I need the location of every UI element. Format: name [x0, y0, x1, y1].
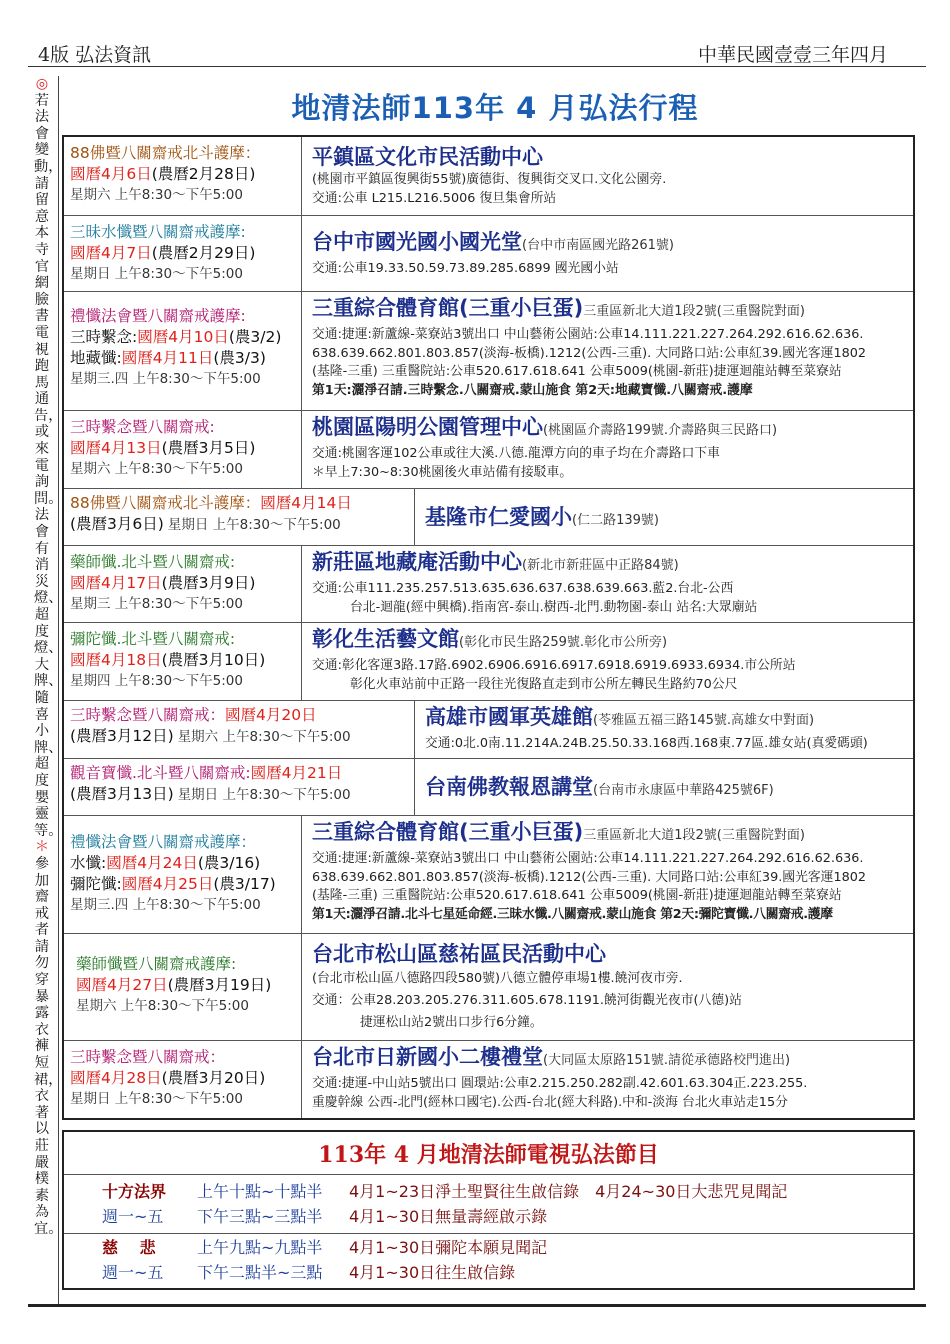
event-lunar-date: (農曆3月20日) [161, 1069, 266, 1087]
tv-program-time: 上午九點~九點半 [197, 1238, 323, 1257]
event-date: 國曆4月25日 [121, 875, 214, 893]
event-lunar-date: (農曆3月5日) [161, 439, 256, 457]
tv-program-content: 4月1~30日往生啟信錄 [349, 1263, 516, 1282]
sidebar-notice [34, 76, 63, 1238]
header-date: 中華民國壹壹三年四月 [697, 44, 888, 66]
venue-info [302, 934, 913, 1040]
venue-name: 平鎮區文化市民活動中心 [312, 145, 543, 169]
venue-name: 台北市松山區慈祐區民活動中心 [312, 942, 606, 966]
venue-detail: 交通:公車19.33.50.59.73.89.285.6899 國光國小站 [312, 261, 619, 276]
event-time: 星期日 上午8:30～下午5:00 [177, 787, 351, 803]
event-info [64, 816, 302, 933]
venue-detail: 彰化火車站前中正路一段往光復路直走到市公所左轉民生路約70公尺 [350, 676, 738, 692]
venue-info [302, 546, 913, 622]
venue-name: 三重綜合體育館(三重小巨蛋) [312, 296, 584, 320]
venue-address: (台中市南區國光路261號) [522, 238, 674, 253]
schedule-row [64, 137, 913, 216]
venue-name: 台南佛教報恩講堂 [425, 775, 593, 799]
event-date: 國曆4月13日 [70, 439, 162, 457]
event-time: 星期日 上午8:30～下午5:00 [167, 517, 341, 533]
event-date: 國曆4月6日 [70, 165, 152, 183]
event-lunar-date: (農3/16) [197, 854, 261, 872]
event-info [64, 1041, 302, 1118]
venue-name: 台北市日新國小二樓禮堂 [312, 1045, 543, 1069]
event-date: 國曆4月28日 [70, 1069, 162, 1087]
tv-program-time: 下午二點半~三點 [197, 1263, 323, 1282]
event-name: 禮懺法會暨八關齋戒護摩： [70, 833, 257, 851]
venue-detail: 第1天:灑淨召請.三時繫念.八關齋戒.蒙山施食 第2天:地藏寶懺.八關齋戒.護摩 [312, 382, 753, 398]
venue-address: (仁二路139號) [572, 513, 659, 528]
venue-name: 高雄市國軍英雄館 [425, 705, 593, 729]
venue-name: 彰化生活藝文館 [312, 627, 459, 651]
event-lunar-date: (農3/17) [213, 875, 276, 893]
tv-program-content: 4月1~23日淨土聖賢往生啟信錄 4月24~30日大悲咒見聞記 [349, 1182, 788, 1201]
venue-info [302, 623, 913, 700]
sidebar-notice-text: 若法會變動，請留意本寺官網臉書電視跑馬通告，或來電詢問。法會有消災燈、超度燈、大牌、隨喜小牌、超度嬰靈等。 [34, 92, 63, 839]
event-time: 星期六 上午8:30～下午5:00 [177, 729, 351, 745]
venue-name: 基隆市仁愛國小 [425, 505, 572, 529]
tv-program-row [102, 1236, 547, 1260]
event-time: 星期六 上午8:30～下午5:00 [76, 998, 249, 1014]
event-lunar-date: (農曆2月29日) [151, 244, 256, 262]
venue-info [302, 816, 913, 933]
schedule-table [62, 135, 915, 1120]
schedule-row [64, 292, 913, 411]
event-date: 國曆4月7日 [70, 244, 152, 262]
venue-info [415, 759, 913, 815]
venue-address: 三重區新北大道1段2號(三重醫院對面) [583, 304, 805, 319]
venue-detail: 交通:彰化客運3路.17路.6902.6906.6916.6917.6918.6919.6933.6934.市公所站 [312, 658, 796, 673]
tv-program-time: 下午三點~三點半 [197, 1207, 323, 1226]
event-time: 星期六 上午8:30～下午5:00 [70, 187, 243, 203]
event-date: 國曆4月17日 [70, 574, 162, 592]
venue-detail: 638.639.662.801.803.857(淡海-板橋).1212(公西-三重). 大同路口站:公車紅39.國光客運1802 [312, 345, 867, 361]
sidebar-divider [58, 76, 59, 1306]
event-sub-label: 地藏懺: [70, 349, 122, 367]
event-name: 88佛暨八關齋戒北斗護摩： [70, 494, 261, 512]
event-info [64, 546, 302, 622]
venue-info [415, 489, 913, 545]
event-lunar-date: (農曆3月6日) [70, 515, 164, 533]
venue-name: 台中市國光國小國光堂 [312, 230, 522, 254]
event-sub-label: 三時繫念: [70, 328, 138, 346]
event-name: 藥師懺暨八關齋戒護摩: [76, 955, 237, 973]
venue-address: (台南市永康區中華路425號6F) [593, 783, 774, 798]
tv-program-row [102, 1261, 515, 1285]
event-info [64, 759, 415, 815]
venue-address: 三重區新北大道1段2號(三重醫院對面) [583, 828, 805, 843]
venue-detail: (基隆-三重) 三重醫院站:公車520.617.618.641 公車5009(桃園-新莊)捷運迴龍站轉至菜寮站 [312, 364, 842, 379]
event-name: 三時繫念暨八關齋戒: [70, 418, 215, 436]
venue-info [302, 411, 913, 488]
page-title: 地清法師113年 4 月弘法行程 [291, 91, 699, 125]
event-lunar-date: (農曆2月28日) [151, 165, 256, 183]
footer-divider [28, 1304, 926, 1307]
event-sub-label: 水懺: [70, 854, 107, 872]
event-date: 國曆4月24日 [106, 854, 198, 872]
venue-detail: 交通:捷運:新蘆線-菜寮站3號出口 中山藝術公園站:公車14.111.221.227.264.292.616.62.636. [312, 851, 864, 866]
tv-divider [64, 1233, 913, 1234]
event-date: 國曆4月18日 [70, 651, 162, 669]
sidebar-mark: ◎ [35, 76, 49, 92]
venue-detail: 交通:公車 L215.L216.5006 復旦集會所站 [312, 190, 557, 206]
event-time: 星期三.四 上午8:30～下午5:00 [70, 371, 261, 387]
venue-info [302, 292, 913, 410]
venue-info [302, 137, 913, 215]
tv-program-content: 4月1~30日無量壽經啟示錄 [349, 1207, 548, 1226]
tv-program-title: 113年 4 月地清法師電視弘法節目 [318, 1142, 659, 1168]
venue-detail: ＊早上7:30~8:30桃園後火車站備有接駁車。 [312, 464, 573, 480]
venue-detail: 交通:桃園客運102公車或往大溪.八德.龍潭方向的車子均在介壽路口下車 [312, 446, 720, 461]
event-info [64, 411, 302, 488]
event-lunar-date: (農曆3月12日) [70, 727, 174, 745]
tv-program-box [62, 1130, 915, 1290]
event-info [64, 489, 415, 545]
venue-detail: 交通:0北.0南.11.214A.24B.25.50.33.168西.168東.77區.雄女站(真愛碼頭) [425, 736, 868, 751]
venue-name: 桃園區陽明公園管理中心 [312, 415, 543, 439]
header-divider [28, 66, 926, 67]
venue-detail: 第1天:灑淨召請.北斗七星延命經.三昧水懺.八關齋戒.蒙山施食 第2天:彌陀寶懺.八關齋戒.護摩 [312, 906, 833, 922]
event-info [64, 934, 302, 1040]
venue-detail: 捷運松山站2號出口步行6分鐘。 [360, 1015, 543, 1030]
event-lunar-date: (農曆3月19日) [167, 976, 272, 994]
venue-info [302, 1041, 913, 1118]
venue-detail: (桃園市平鎮區復興街55號)廣德街、復興街交叉口.文化公園旁. [312, 172, 667, 187]
event-date: 國曆4月11日 [121, 349, 214, 367]
schedule-row [64, 759, 913, 816]
schedule-row [64, 489, 913, 546]
venue-detail: 交通:捷運:新蘆線-菜寮站3號出口 中山藝術公園站:公車14.111.221.227.264.292.616.62.636. [312, 327, 864, 342]
event-info [64, 701, 415, 758]
tv-program-row [102, 1205, 547, 1229]
event-lunar-date: (農曆3月9日) [161, 574, 256, 592]
venue-detail: 交通：公車28.203.205.276.311.605.678.1191.饒河街觀光夜市(八德)站 [312, 993, 742, 1008]
event-info [64, 137, 302, 215]
venue-detail: 重慶幹線 公西-北門(經林口國宅).公西-台北(經大科路).中和-淡海 台北火車站走15分 [312, 1094, 788, 1110]
venue-name: 新莊區地藏庵活動中心 [312, 550, 522, 574]
tv-program-time: 上午十點~十點半 [197, 1182, 323, 1201]
event-name: 彌陀懺.北斗暨八關齋戒: [70, 630, 236, 648]
schedule-row [64, 701, 913, 759]
event-date: 國曆4月21日 [250, 764, 343, 782]
event-info [64, 292, 302, 410]
venue-detail: 交通:公車111.235.257.513.635.636.637.638.639.663.藍2.台北-公西 [312, 581, 734, 596]
event-info [64, 216, 302, 291]
schedule-row [64, 934, 913, 1041]
sidebar-mark-2: ＊ [34, 839, 50, 856]
event-name: 藥師懺.北斗暨八關齋戒: [70, 553, 236, 571]
venue-address: (苓雅區五福三路145號.高雄女中對面) [593, 713, 815, 728]
event-name: 三時繫念暨八關齋戒： [70, 1048, 226, 1066]
schedule-row [64, 623, 913, 701]
schedule-row [64, 546, 913, 623]
event-lunar-date: (農曆3月10日) [161, 651, 266, 669]
schedule-row [64, 816, 913, 934]
event-name: 三時繫念暨八關齋戒： [70, 706, 226, 724]
tv-program-days: 週一~五 [102, 1207, 164, 1226]
event-time: 星期六 上午8:30～下午5:00 [70, 461, 243, 477]
event-name: 禮懺法會暨八關齋戒護摩: [70, 307, 246, 325]
event-sub-label: 彌陀懺: [70, 875, 122, 893]
venue-info [302, 216, 913, 291]
event-time: 星期三 上午8:30～下午5:00 [70, 596, 243, 612]
schedule-row [64, 216, 913, 292]
sidebar-notice-text-2: 參加齋戒者請勿穿暴露衣褲短裙，衣著以莊嚴樸素為宜。 [34, 855, 63, 1237]
tv-divider [64, 1174, 913, 1175]
event-info [64, 623, 302, 700]
venue-detail: (基隆-三重) 三重醫院站:公車520.617.618.641 公車5009(桃園-新莊)捷運迴龍站轉至菜寮站 [312, 888, 842, 903]
schedule-row [64, 411, 913, 489]
event-name: 三昧水懺暨八關齋戒護摩: [70, 223, 246, 241]
venue-info [415, 701, 913, 758]
event-name: 觀音寶懺.北斗暨八關齋戒: [70, 764, 251, 782]
event-date: 國曆4月14日 [260, 494, 352, 512]
tv-program-name: 十方法界 [102, 1182, 167, 1201]
event-time: 星期日 上午8:30～下午5:00 [70, 266, 243, 282]
event-lunar-date: (農曆3月13日) [70, 785, 174, 803]
tv-program-name: 慈 悲 [102, 1238, 156, 1257]
schedule-row [64, 1041, 913, 1118]
event-date: 國曆4月27日 [76, 976, 168, 994]
event-lunar-date: (農3/3) [213, 349, 266, 367]
event-date: 國曆4月10日 [137, 328, 229, 346]
event-time: 星期日 上午8:30～下午5:00 [70, 1091, 243, 1107]
event-time: 星期三.四 上午8:30～下午5:00 [70, 897, 261, 913]
header-section-label: 4版 弘法資訊 [38, 44, 152, 66]
venue-detail: 638.639.662.801.803.857(淡海-板橋).1212(公西-三重). 大同路口站:公車紅39.國光客運1802 [312, 869, 867, 885]
venue-address: (新北市新莊區中正路84號) [522, 558, 679, 573]
tv-program-row [102, 1180, 787, 1204]
tv-program-days: 週一~五 [102, 1263, 164, 1282]
event-time: 星期四 上午8:30～下午5:00 [70, 673, 243, 689]
venue-detail: 台北-迴龍(經中興橋).指南宮-泰山.樹西-北門.動物園-泰山 站名:大眾廟站 [350, 599, 758, 615]
venue-address: (大同區太原路151號.請從承德路校門進出) [543, 1053, 791, 1068]
venue-name: 三重綜合體育館(三重小巨蛋) [312, 820, 584, 844]
event-date: 國曆4月20日 [225, 706, 317, 724]
venue-address: (桃園區介壽路199號.介壽路與三民路口) [543, 423, 778, 438]
event-lunar-date: (農3/2) [228, 328, 282, 346]
event-name: 88佛暨八關齋戒北斗護摩： [70, 144, 261, 162]
venue-detail: (台北市松山區八德路四段580號)八德立體停車場1樓.饒河夜市旁. [312, 971, 683, 986]
venue-detail: 交通:捷運-中山站5號出口 圓環站:公車2.215.250.282副.42.601.63.304正.223.255. [312, 1076, 808, 1091]
venue-address: (彰化市民生路259號.彰化市公所旁) [459, 635, 668, 650]
tv-program-content: 4月1~30日彌陀本願見聞記 [349, 1238, 548, 1257]
